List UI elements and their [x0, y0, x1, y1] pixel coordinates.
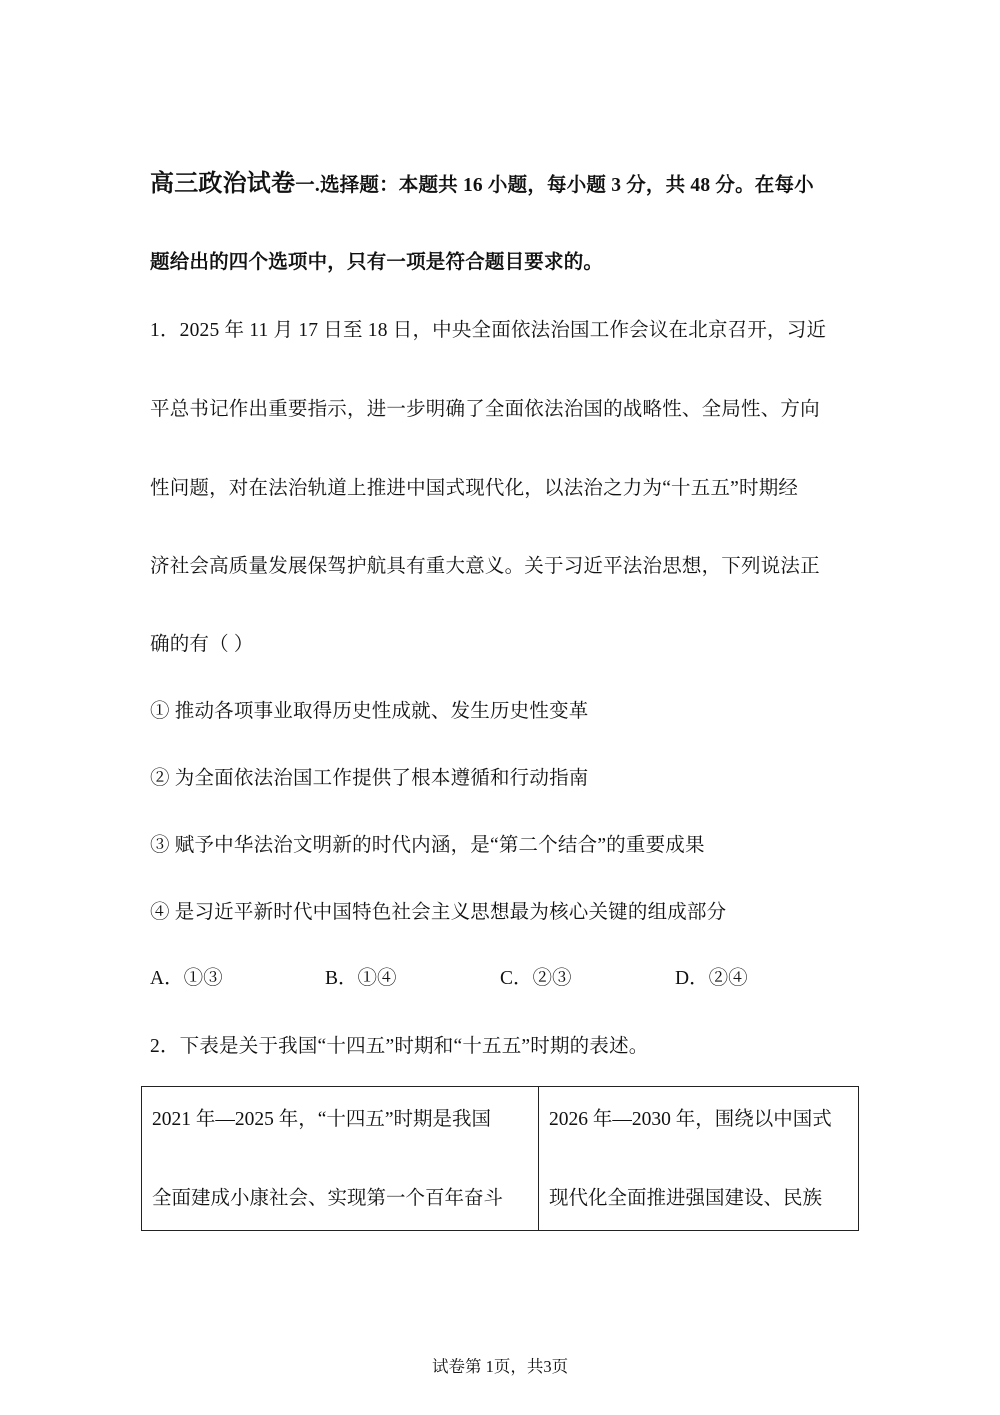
question1-statement: ① 推动各项事业取得历史性成就、发生历史性变革	[150, 701, 589, 722]
comparison-table	[141, 1086, 859, 1231]
question1-stem-line: 1．2025 年 11 月 17 日至 18 日，中央全面依法治国工作会议在北京召开，习近	[150, 320, 827, 341]
exam-title: 高三政治试卷	[150, 169, 296, 197]
question1-stem-line: 性问题，对在法治轨道上推进中国式现代化，以法治之力为“十五五”时期经	[150, 478, 799, 499]
section-instruction-part1: 一.选择题：本题共 16 小题，每小题 3 分，共 48 分。在每小	[295, 175, 814, 196]
table-cell-fifteenth-plan	[539, 1087, 857, 1230]
question1-stem-line: 济社会高质量发展保驾护航具有重大意义。关于习近平法治思想，下列说法正	[150, 556, 820, 577]
table-cell-line: 现代化全面推进强国建设、民族	[549, 1188, 823, 1209]
page-footer: 试卷第 1页，共3页	[431, 1357, 569, 1376]
heading-line-1	[150, 170, 814, 199]
choice-d[interactable]: D．②④	[675, 968, 748, 989]
question1-choices	[0, 966, 1000, 992]
question1-statement: ③ 赋予中华法治文明新的时代内涵，是“第二个结合”的重要成果	[150, 835, 705, 856]
question2-stem: 2．下表是关于我国“十四五”时期和“十五五”时期的表述。	[150, 1036, 649, 1057]
table-cell-line: 2026 年—2030 年，围绕以中国式	[549, 1109, 832, 1130]
section-instruction-part2: 题给出的四个选项中，只有一项是符合题目要求的。	[150, 252, 604, 273]
table-cell-fourteenth-plan	[142, 1087, 539, 1230]
choice-b[interactable]: B．①④	[325, 968, 397, 989]
choice-a[interactable]: A．①③	[150, 968, 223, 989]
table-cell-line: 2021 年—2025 年，“十四五”时期是我国	[152, 1109, 492, 1130]
question1-stem-line: 确的有（ ）	[150, 634, 254, 655]
question1-statement: ④ 是习近平新时代中国特色社会主义思想最为核心关键的组成部分	[150, 902, 727, 923]
table-cell-line: 全面建成小康社会、实现第一个百年奋斗	[152, 1188, 504, 1209]
question1-stem-line: 平总书记作出重要指示，进一步明确了全面依法治国的战略性、全局性、方向	[150, 399, 820, 420]
choice-c[interactable]: C．②③	[500, 968, 572, 989]
question1-statement: ② 为全面依法治国工作提供了根本遵循和行动指南	[150, 768, 589, 789]
